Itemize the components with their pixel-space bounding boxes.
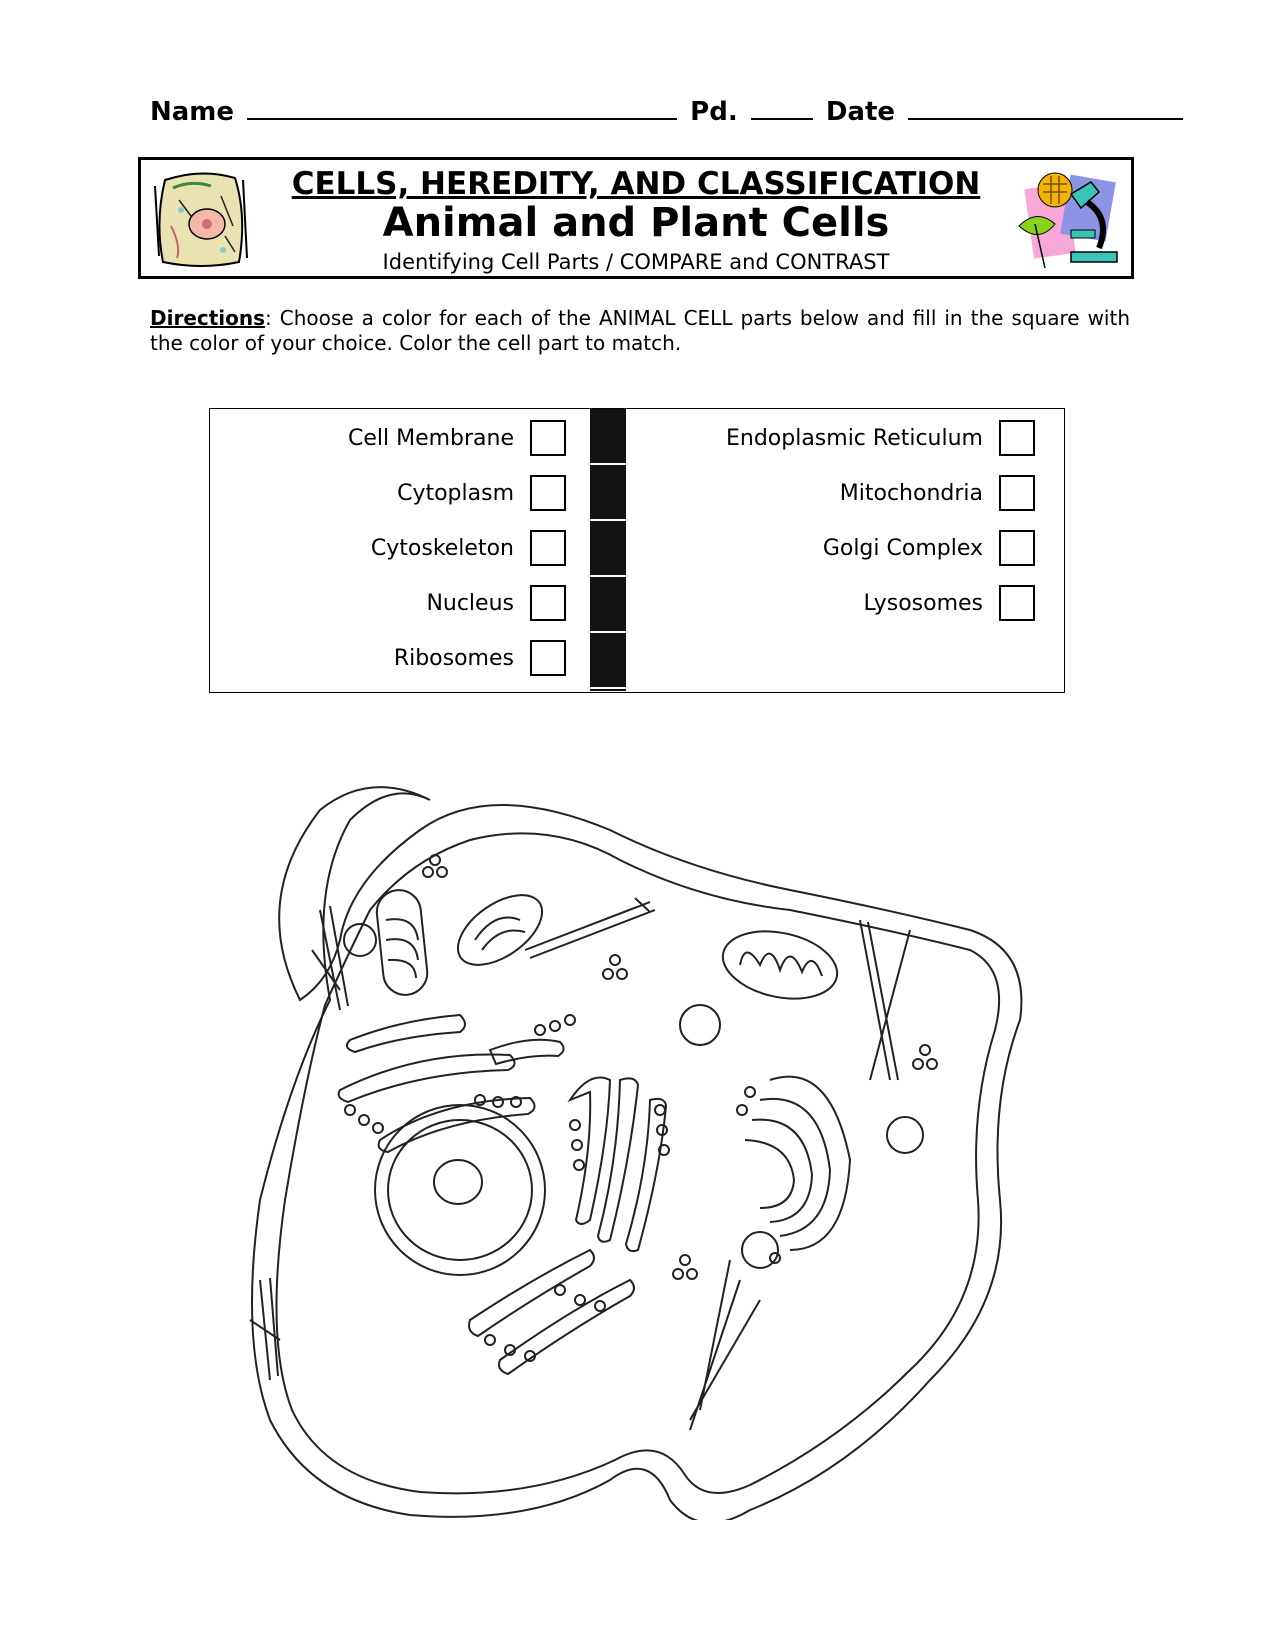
legend-label: Lysosomes <box>863 590 983 616</box>
cell-membrane-inner <box>276 833 999 1493</box>
page-caption: Identifying Cell Parts / COMPARE and CONTRAST <box>382 250 890 274</box>
period-field[interactable] <box>751 96 813 120</box>
legend-label: Nucleus <box>426 590 514 616</box>
page-title: Animal and Plant Cells <box>382 200 890 246</box>
date-field[interactable] <box>908 96 1183 120</box>
legend-item-mitochondria <box>840 472 1035 514</box>
color-square[interactable] <box>530 530 566 566</box>
legend-item-lysosomes <box>863 582 1035 624</box>
legend-item-nucleus <box>426 582 566 624</box>
legend-label: Mitochondria <box>839 480 983 506</box>
color-square[interactable] <box>999 530 1035 566</box>
legend-item-golgi-complex <box>823 527 1035 569</box>
directions-text <box>150 306 1130 356</box>
color-square[interactable] <box>530 420 566 456</box>
directions-body: : Choose a color for each of the ANIMAL CELL parts below and fill in the square with the color of your choice. Color the cell part to match. <box>150 306 1130 355</box>
directions-label: Directions <box>150 306 266 330</box>
microscope-leaf-clipart-icon <box>1015 168 1125 274</box>
color-square[interactable] <box>999 585 1035 621</box>
legend-label: Cytoplasm <box>397 480 514 506</box>
golgi-complex <box>737 1077 850 1263</box>
color-legend <box>209 408 1065 693</box>
legend-label: Golgi Complex <box>822 535 983 561</box>
name-label: Name <box>150 97 235 127</box>
legend-label: Cytoskeleton <box>370 535 514 561</box>
legend-item-ribosomes <box>394 637 566 679</box>
animal-cell-diagram-icon <box>230 780 1070 1520</box>
legend-item-cell-membrane <box>348 417 566 459</box>
date-label: Date <box>825 97 896 127</box>
legend-divider <box>590 409 626 691</box>
color-square[interactable] <box>530 585 566 621</box>
name-field[interactable] <box>247 96 677 120</box>
legend-item-endoplasmic-reticulum <box>726 417 1035 459</box>
color-square[interactable] <box>530 475 566 511</box>
mitochondria <box>375 881 844 1008</box>
legend-label: Ribosomes <box>393 645 514 671</box>
nucleus <box>375 1105 545 1275</box>
color-square[interactable] <box>530 640 566 676</box>
legend-item-cytoskeleton <box>371 527 566 569</box>
legend-item-cytoplasm <box>397 472 566 514</box>
unit-title: CELLS, HEREDITY, AND CLASSIFICATION <box>291 166 981 202</box>
student-info-line <box>150 96 1130 127</box>
nucleolus <box>434 1160 482 1204</box>
title-banner <box>138 157 1134 279</box>
legend-label: Endoplasmic Reticulum <box>725 425 983 451</box>
color-square[interactable] <box>999 420 1035 456</box>
ribosomes <box>345 855 937 1361</box>
color-square[interactable] <box>999 475 1035 511</box>
legend-label: Cell Membrane <box>347 425 514 451</box>
period-label: Pd. <box>690 97 738 127</box>
